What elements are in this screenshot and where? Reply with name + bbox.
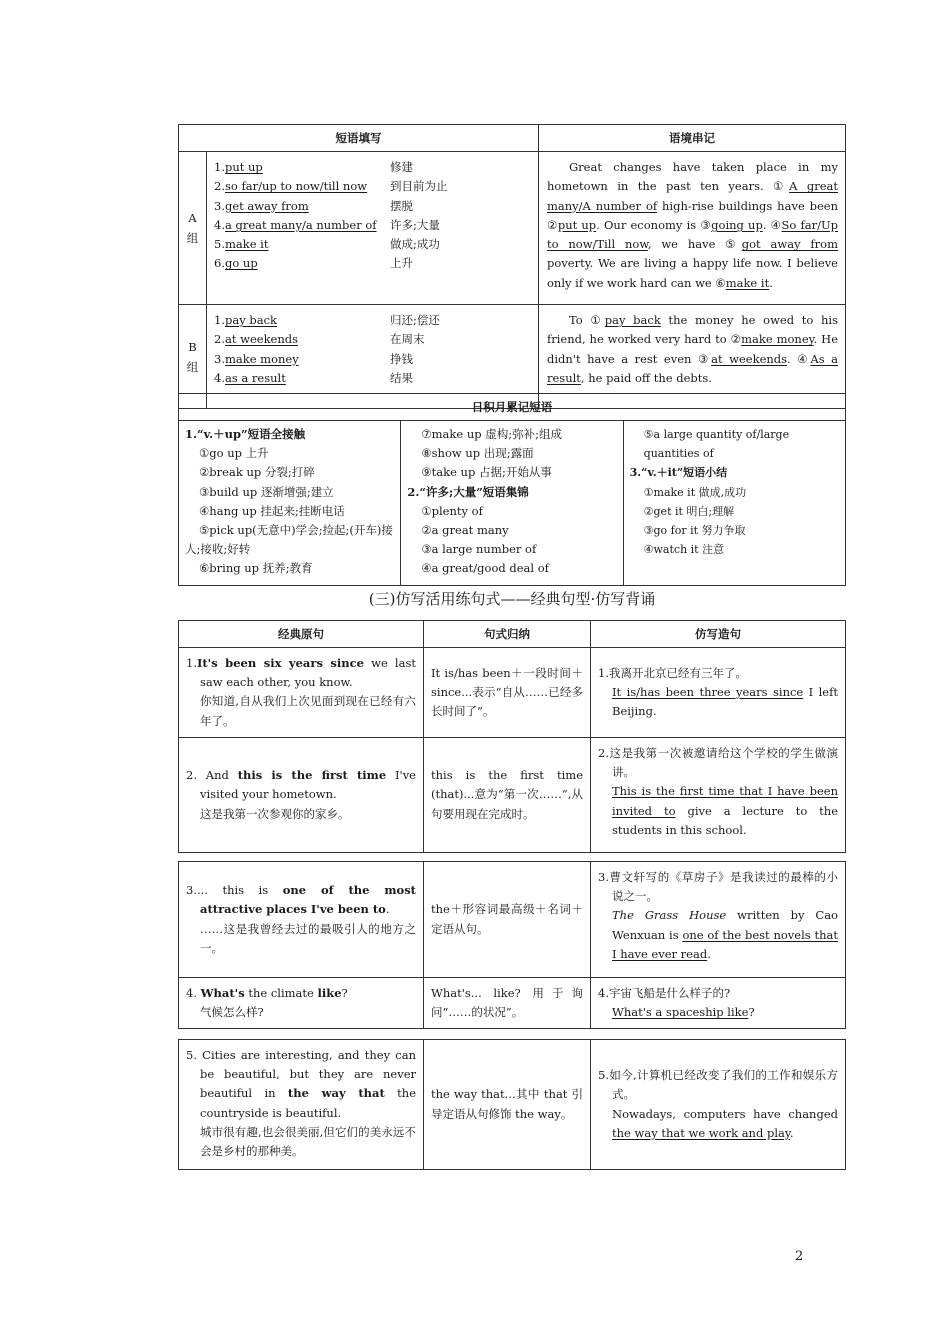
pattern-summary: the way that...其中 that 引导定语从句修饰 the way。 — [424, 1040, 591, 1170]
table-row — [179, 978, 846, 1029]
header-phrase-fill: 短语填写 — [179, 125, 539, 152]
list-item: ⑤a large quantity of/large quantities of — [643, 428, 790, 461]
original-sentence: 1.It's been six years since we last saw each other, you know. 你知道,自从我们上次见面到现在已经有六年了。 — [179, 648, 424, 738]
phrase-row: 4.a great many/a number of 许多;大量 — [214, 217, 440, 232]
imitation-sentence: 4.宇宙飞船是什么样子的? What's a spaceship like? — [591, 978, 846, 1029]
list-item: ②a great many — [421, 523, 509, 538]
section-title: 3.“v.＋it”短语小结 — [629, 466, 728, 480]
section-title: (三)仿写活用练句式——经典句型·仿写背诵 — [368, 590, 656, 608]
section-title: 2.“许多;大量”短语集锦 — [407, 484, 529, 499]
phrase-accumulation-table — [178, 393, 846, 586]
pattern-summary: It is/has been＋一段时间＋since...表示“自从……已经多长时间了”。 — [424, 648, 591, 738]
list-item: ③build up 逐渐增强;建立 — [199, 484, 334, 499]
original-sentence: 3.... this is one of the most attractive places I've been to. ……这是我曾经去过的最吸引人的地方之一。 — [179, 862, 424, 978]
pattern-summary: the＋形容词最高级＋名词＋定语从句。 — [424, 862, 591, 978]
imitation-sentence: 5.如今,计算机已经改变了我们的工作和娱乐方式。 Nowadays, computers have changed the way that we work and play. — [591, 1040, 846, 1170]
table-row — [179, 1040, 846, 1170]
phrase-row: 2.at weekends 在周末 — [214, 332, 425, 347]
table-row — [179, 738, 846, 853]
list-item: ②break up 分裂;打碎 — [199, 465, 315, 480]
phrase-row: 3.make money 挣钱 — [214, 351, 413, 366]
list-item: ⑦make up 虚构;弥补;组成 — [421, 427, 563, 441]
group-a-label: A 组 — [179, 152, 207, 305]
sentence-pattern-table-2 — [178, 861, 846, 1029]
imitation-sentence: 1.我离开北京已经有三年了。 It is/has been three years since I left Beijing. — [591, 648, 846, 738]
phrase-fill-table — [178, 124, 846, 409]
header-imitation: 仿写造句 — [591, 621, 846, 648]
imitation-sentence: 2.这是我第一次被邀请给这个学校的学生做演讲。 This is the first time that I have been invited to give a lecture to the students in this school. — [591, 738, 846, 853]
phrase-row: 3.get away from 摆脱 — [214, 198, 413, 213]
list-item: ①plenty of — [421, 503, 483, 518]
accumulation-col-1 — [179, 421, 401, 586]
header-accumulation: 日积月累记短语 — [179, 394, 846, 421]
list-item: ⑥bring up 抚养;教育 — [199, 561, 313, 576]
phrase-row: 5.make it 做成;成功 — [214, 237, 440, 252]
group-b-label: B 组 — [179, 305, 207, 409]
original-sentence: 4. What's the climate like? 气候怎么样? — [179, 978, 424, 1029]
header-original: 经典原句 — [179, 621, 424, 648]
accumulation-col-2 — [401, 421, 623, 586]
header-pattern: 句式归纳 — [424, 621, 591, 648]
accumulation-col-3 — [623, 421, 845, 586]
phrase-row: 2.so far/up to now/till now 到目前为止 — [214, 179, 448, 194]
phrase-row: 4.as a result 结果 — [214, 370, 413, 385]
list-item: ④hang up 挂起来;挂断电话 — [199, 503, 345, 518]
pattern-summary: this is the first time (that)...意为“第一次……”,从句要用现在完成时。 — [424, 738, 591, 853]
list-item: ③a large number of — [421, 542, 537, 557]
original-sentence: 5. Cities are interesting, and they can be beautiful, but they are never beautiful in the way that the countryside is beautiful. 城市很有趣,也会很美丽,但它们的美永远不会是乡村的那种美。 — [179, 1040, 424, 1170]
header-context: 语境串记 — [539, 125, 846, 152]
list-item: ②get it 明白;理解 — [643, 504, 735, 518]
group-b-context: To ①pay back the money he owed to his friend, he worked very hard to ②make money. He didn't have a rest even ③at weekends. ④As a result, he paid off the debts. — [539, 305, 846, 409]
sentence-pattern-table-1 — [178, 620, 846, 853]
list-item: ④watch it 注意 — [643, 543, 725, 557]
section-title: 1.“v.＋up”短语全接触 — [185, 427, 306, 441]
group-a-context: Great changes have taken place in my hometown in the past ten years. ①A great many/A number of high-rise buildings have been ②put up. Our economy is ③going up. ④So far/Up to now/Till now, we have ⑤got away from poverty. We are living a happy life now. I believe only if we work hard can we ⑥make it. — [539, 152, 846, 305]
list-item: ⑨take up 占据;开始从事 — [421, 465, 552, 480]
table-row — [179, 648, 846, 738]
table-row — [179, 862, 846, 978]
phrase-row: 6.go up 上升 — [214, 256, 413, 271]
list-item: ④a great/good deal of — [421, 561, 549, 576]
list-item: ③go for it 努力争取 — [643, 524, 746, 538]
imitation-sentence: 3.曹文轩写的《草房子》是我读过的最棒的小说之一。 The Grass House written by Cao Wenxuan is one of the best novels that I have ever read. — [591, 862, 846, 978]
list-item: ①go up 上升 — [199, 446, 269, 461]
sentence-pattern-table-3 — [178, 1039, 846, 1170]
group-a-phrases — [207, 152, 539, 305]
original-sentence: 2. And this is the first time I've visited your hometown. 这是我第一次参观你的家乡。 — [179, 738, 424, 853]
phrase-row: 1.pay back 归还;偿还 — [214, 313, 440, 327]
pattern-summary: What's... like? 用于询问“……的状况”。 — [424, 978, 591, 1029]
list-item: ⑤pick up(无意中)学会;捡起;(开车)接人;接收;好转 — [185, 523, 393, 557]
page-number: 2 — [795, 1249, 804, 1264]
phrase-row: 1.put up 修建 — [214, 160, 413, 174]
list-item: ①make it 做成,成功 — [643, 485, 747, 499]
list-item: ⑧show up 出现;露面 — [421, 446, 534, 461]
